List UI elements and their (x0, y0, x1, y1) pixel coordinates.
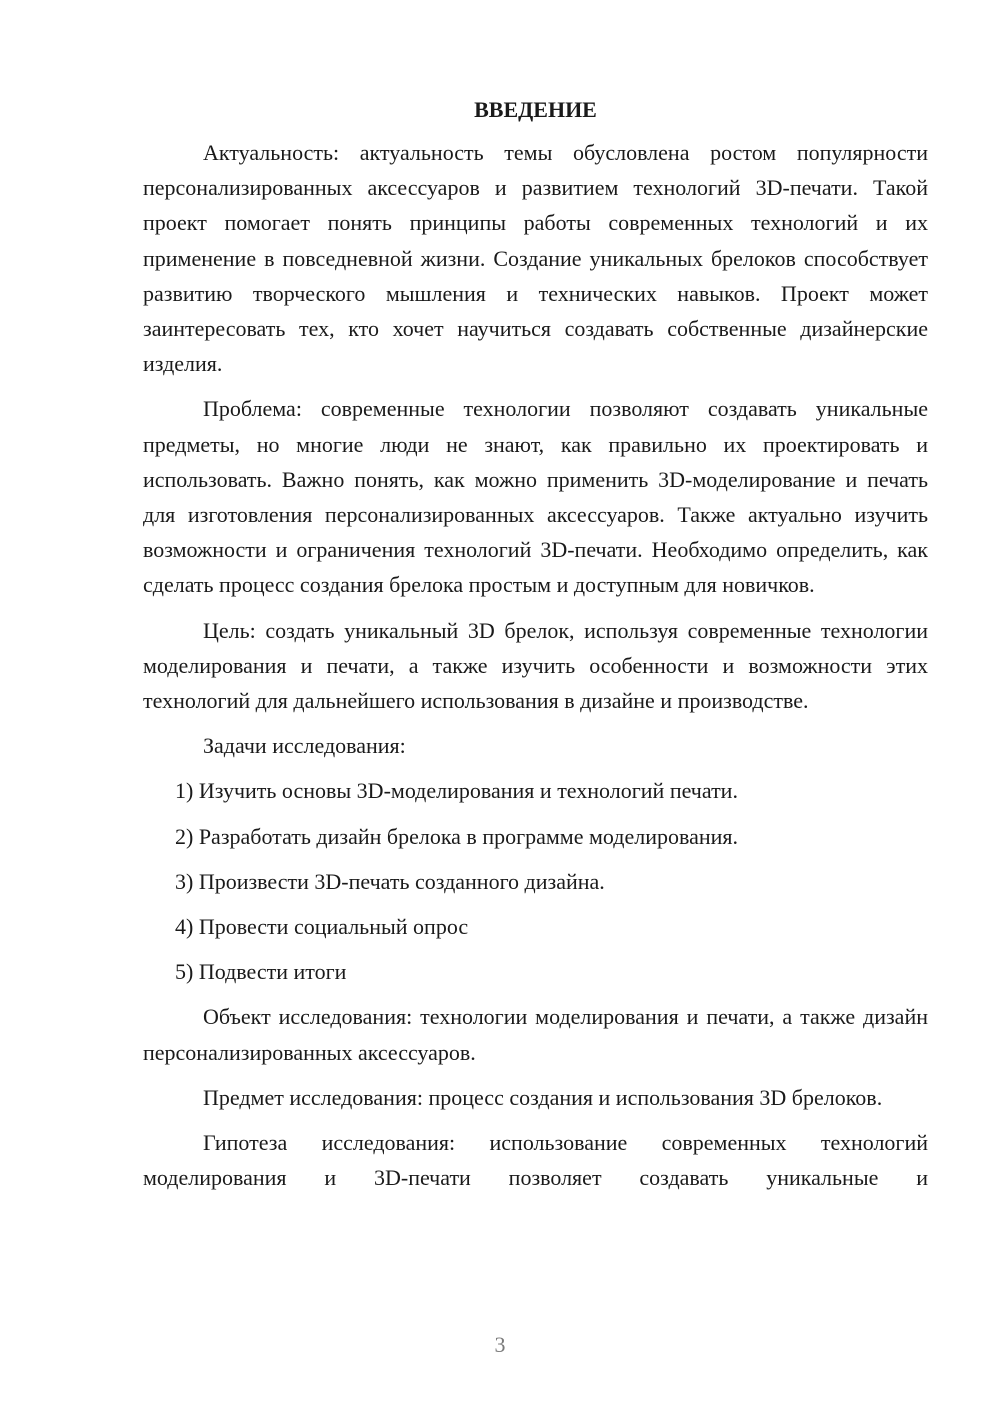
paragraph-object: Объект исследования: технологии моделирования и печати, а также дизайн персонализированных аксессуаров. (143, 1004, 928, 1065)
task-item-5: 5) Подвести итоги (175, 959, 347, 985)
tasks-title: Задачи исследования: (203, 733, 406, 759)
paragraph-goal: Цель: создать уникальный 3D брелок, используя современные технологии моделирования и печати, а также изучить особенности и возможности этих технологий для дальнейшего использования в дизайне и производстве. (143, 617, 928, 714)
document-body (143, 92, 928, 1205)
task-item-3: 3) Произвести 3D-печать созданного дизайна. (175, 868, 605, 894)
paragraph-problem: Проблема: современные технологии позволяют создавать уникальные предметы, но многие люди не знают, как правильно их проектировать и использовать. Важно понять, как можно применить 3D-моделирование и печать для изготовления персонализированных аксессуаров. Также актуально изучить возможности и ограничения технологий 3D-печати. Необходимо определить, как сделать процесс создания брелока простым и доступным для новичков. (143, 396, 928, 598)
section-heading: ВВЕДЕНИЕ (474, 97, 597, 122)
page-number: 3 (494, 1332, 506, 1357)
task-item-1: 1) Изучить основы 3D-моделирования и технологий печати. (175, 778, 738, 804)
paragraph-actuality: Актуальность: актуальность темы обусловлена ростом популярности персонализированных аксессуаров и развитием технологий 3D-печати. Такой проект помогает понять принципы работы современных технологий и их применение в повседневной жизни. Создание уникальных брелоков способствует развитию творческого мышления и технических навыков. Проект может заинтересовать тех, кто хочет научиться создавать собственные дизайнерские изделия. (143, 140, 928, 377)
paragraph-subject: Предмет исследования: процесс создания и использования 3D брелоков. (203, 1084, 883, 1110)
task-item-2: 2) Разработать дизайн брелока в программе моделирования. (175, 823, 739, 849)
paragraph-hypothesis: Гипотеза исследования: использование современных технологий моделирования и 3D-печати позволяет создавать уникальные и (143, 1130, 928, 1191)
task-item-4: 4) Провести социальный опрос (175, 914, 469, 940)
